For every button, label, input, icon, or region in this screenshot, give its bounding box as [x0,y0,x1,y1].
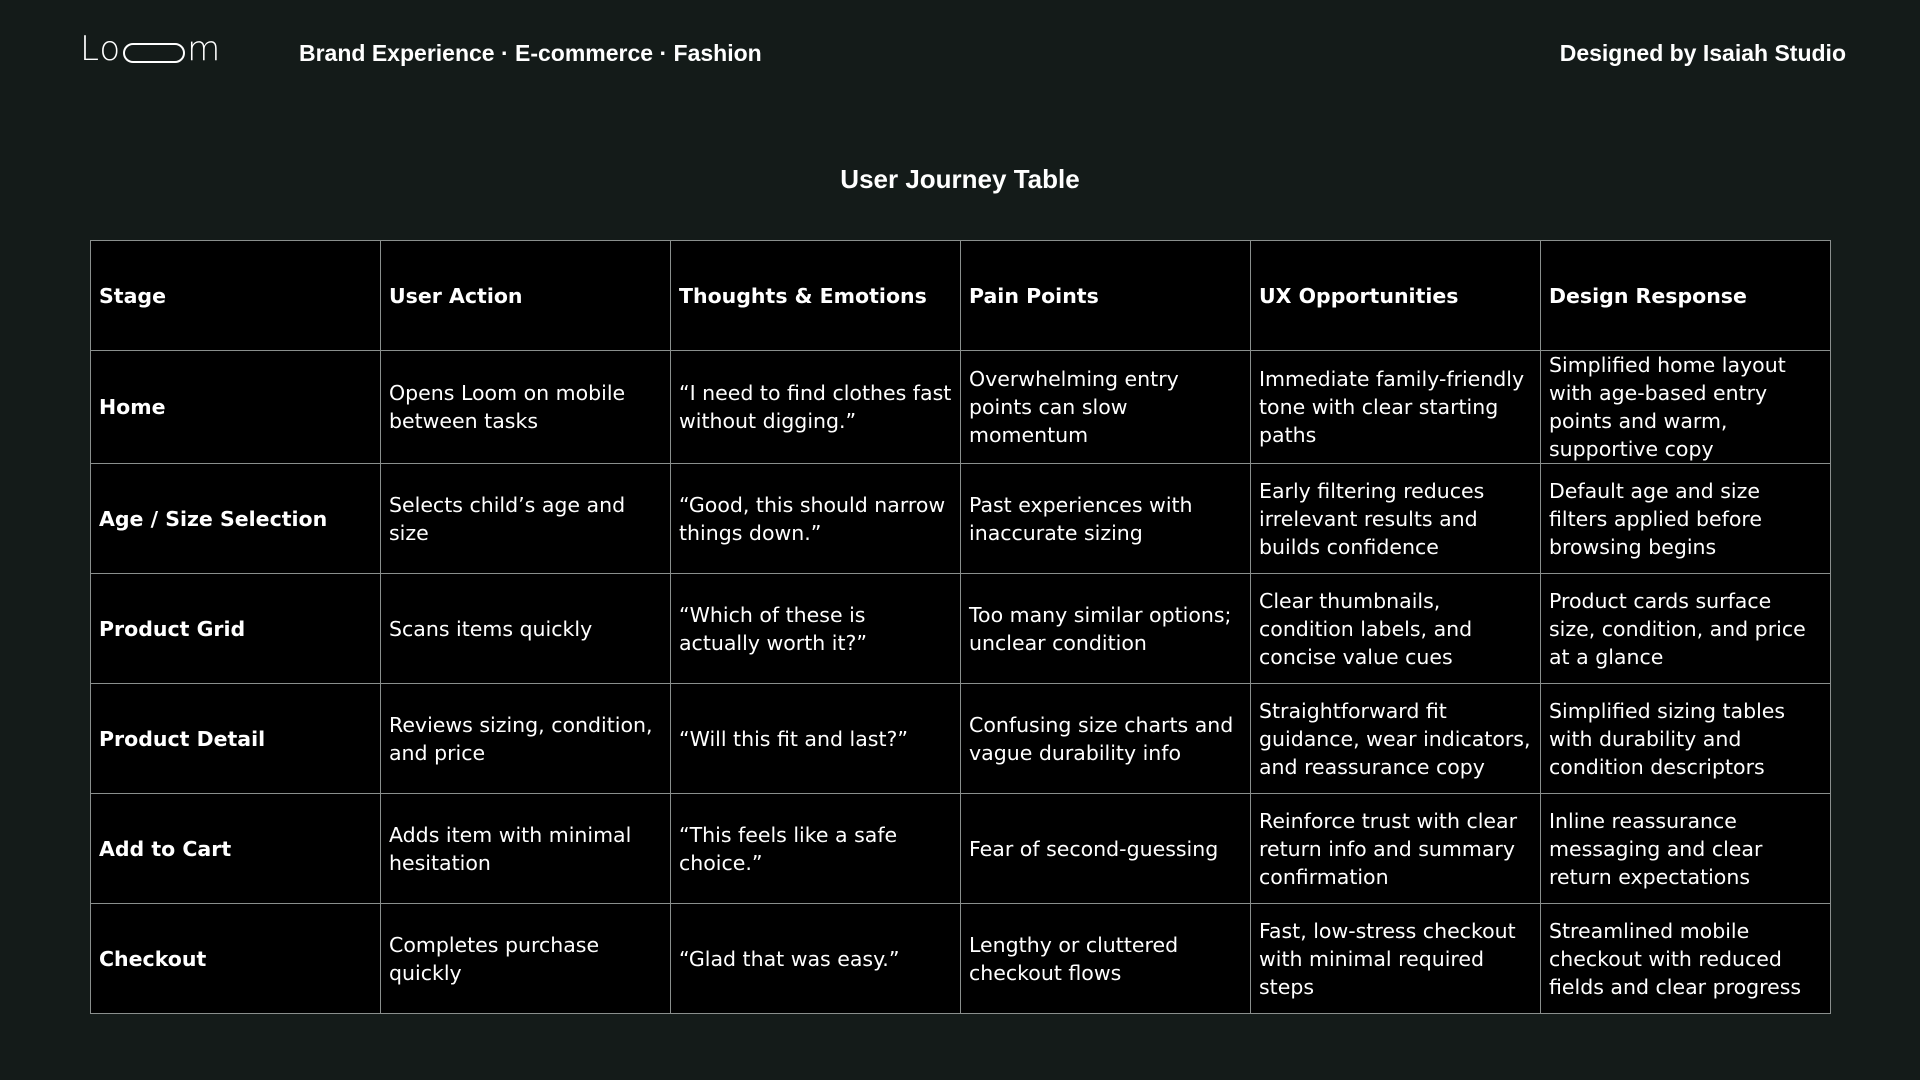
page-header [0,0,1920,110]
column-header: Pain Points [961,241,1251,351]
pain-points-cell: Past experiences with inaccurate sizing [961,464,1251,574]
pain-points-cell: Overwhelming entry points can slow momentum [961,351,1251,464]
user-action-cell: Selects child’s age and size [381,464,671,574]
ux-opportunities-cell: Fast, low-stress checkout with minimal required steps [1251,904,1541,1014]
brand-logo[interactable] [80,29,222,69]
design-response-cell: Default age and size filters applied before browsing begins [1541,464,1831,574]
design-response-cell: Inline reassurance messaging and clear return expectations [1541,794,1831,904]
pain-points-cell: Lengthy or cluttered checkout flows [961,904,1251,1014]
stage-cell: Add to Cart [91,794,381,904]
pain-points-cell: Too many similar options; unclear condition [961,574,1251,684]
table-header-row [91,241,1831,351]
column-header: Stage [91,241,381,351]
page-title: User Journey Table [840,164,1080,194]
thoughts-cell: “Glad that was easy.” [671,904,961,1014]
stage-cell: Checkout [91,904,381,1014]
table-row [91,794,1831,904]
user-action-cell: Reviews sizing, condition, and price [381,684,671,794]
thoughts-cell: “Will this fit and last?” [671,684,961,794]
ux-opportunities-cell: Straightforward fit guidance, wear indicators, and reassurance copy [1251,684,1541,794]
design-response-cell: Simplified sizing tables with durability and condition descriptors [1541,684,1831,794]
ux-opportunities-cell: Reinforce trust with clear return info and summary confirmation [1251,794,1541,904]
design-response-cell: Simplified home layout with age-based entry points and warm, supportive copy [1541,351,1831,464]
project-tagline: Brand Experience · E-commerce · Fashion [299,40,762,66]
pain-points-cell: Fear of second-guessing [961,794,1251,904]
ux-opportunities-cell: Immediate family-friendly tone with clear starting paths [1251,351,1541,464]
stage-cell: Product Detail [91,684,381,794]
pain-points-cell: Confusing size charts and vague durability info [961,684,1251,794]
table-row [91,351,1831,464]
table-row [91,574,1831,684]
logo-text-left: Lo [80,29,122,69]
thoughts-cell: “Which of these is actually worth it?” [671,574,961,684]
column-header: UX Opportunities [1251,241,1541,351]
logo-text-right: m [187,29,222,69]
thoughts-cell: “I need to find clothes fast without digging.” [671,351,961,464]
user-action-cell: Completes purchase quickly [381,904,671,1014]
user-action-cell: Scans items quickly [381,574,671,684]
user-journey-table [90,240,1831,1014]
stage-cell: Home [91,351,381,464]
table-row [91,904,1831,1014]
table-row [91,684,1831,794]
designer-credit: Designed by Isaiah Studio [1559,40,1846,66]
ux-opportunities-cell: Clear thumbnails, condition labels, and concise value cues [1251,574,1541,684]
column-header: Thoughts & Emotions [671,241,961,351]
thoughts-cell: “This feels like a safe choice.” [671,794,961,904]
column-header: User Action [381,241,671,351]
column-header: Design Response [1541,241,1831,351]
user-action-cell: Adds item with minimal hesitation [381,794,671,904]
design-response-cell: Streamlined mobile checkout with reduced fields and clear progress [1541,904,1831,1014]
thoughts-cell: “Good, this should narrow things down.” [671,464,961,574]
logo-loop-icon [123,43,185,63]
design-response-cell: Product cards surface size, condition, and price at a glance [1541,574,1831,684]
user-action-cell: Opens Loom on mobile between tasks [381,351,671,464]
table-row [91,464,1831,574]
stage-cell: Age / Size Selection [91,464,381,574]
ux-opportunities-cell: Early filtering reduces irrelevant results and builds confidence [1251,464,1541,574]
stage-cell: Product Grid [91,574,381,684]
